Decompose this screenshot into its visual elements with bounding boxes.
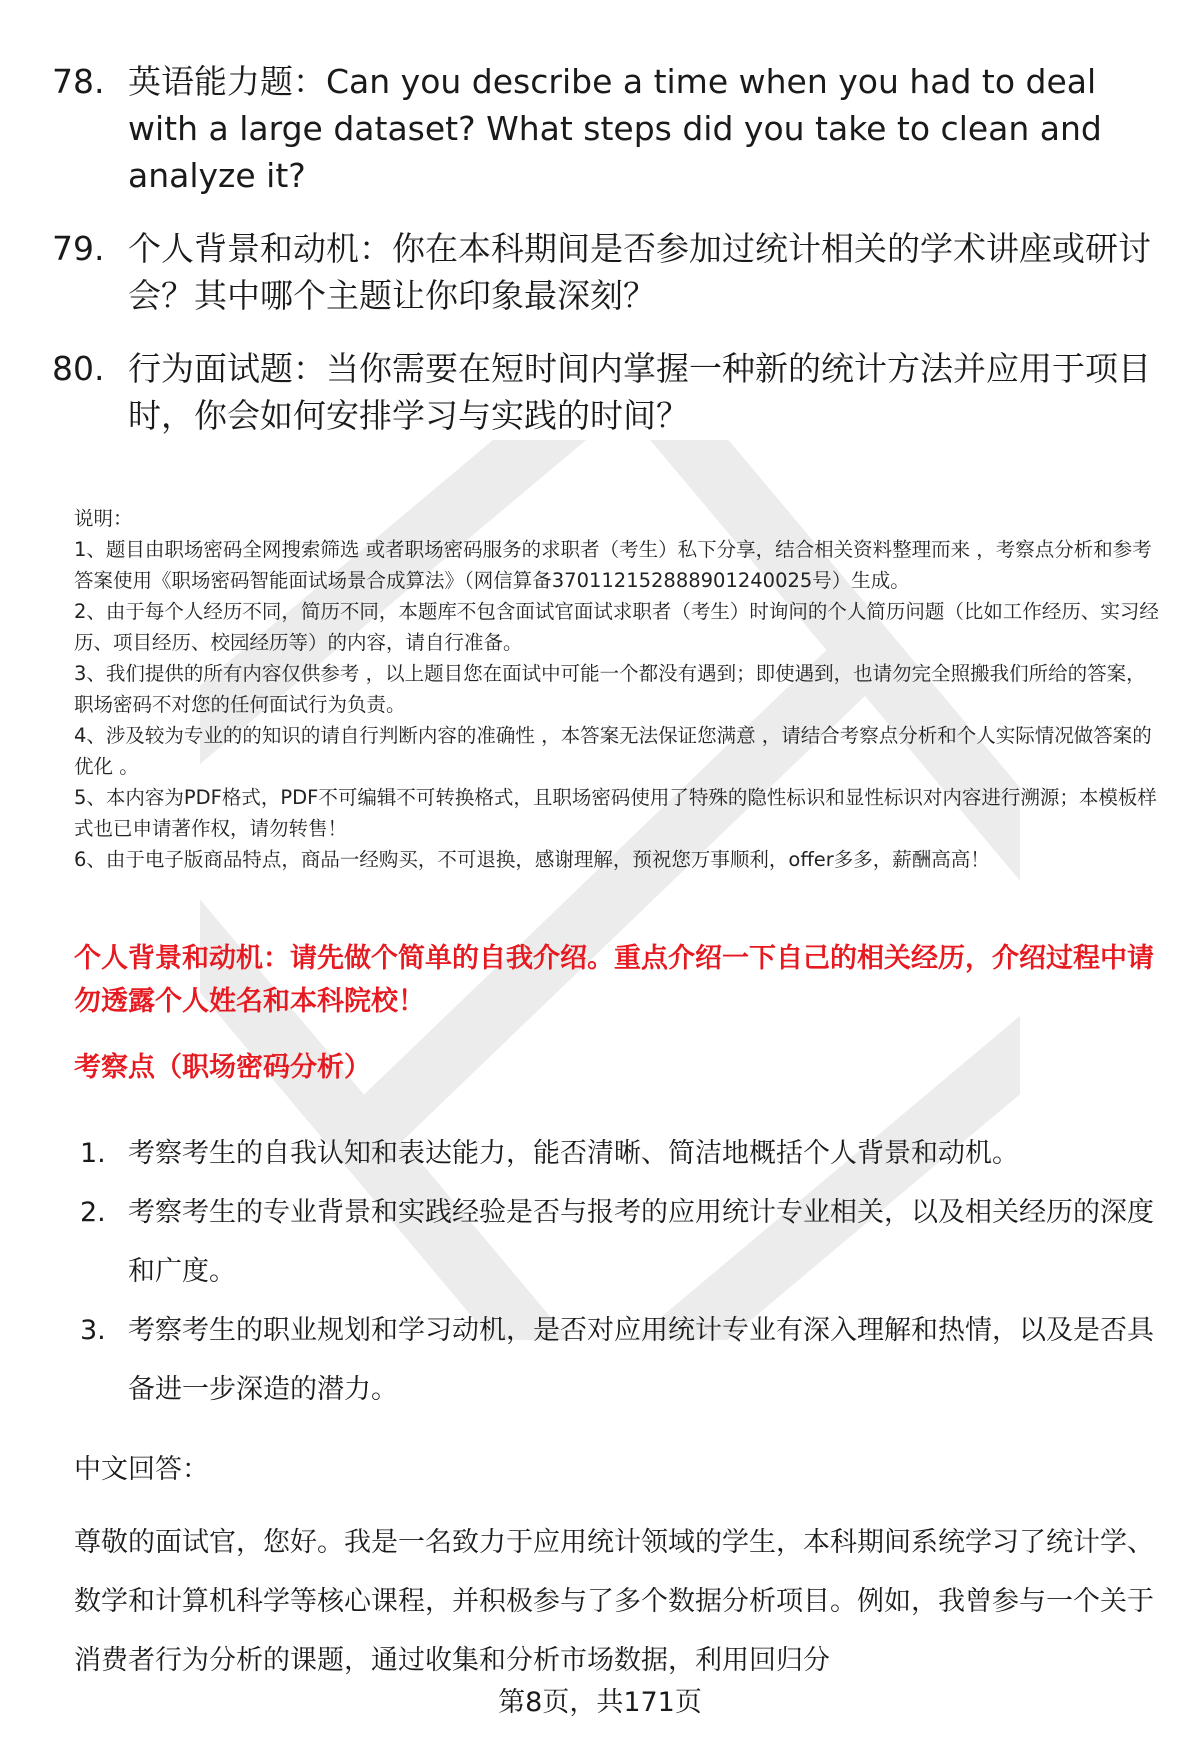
point-number: 2. [80, 1197, 106, 1228]
point-number: 1. [80, 1138, 106, 1169]
current-question-heading: 个人背景和动机：请先做个简单的自我介绍。重点介绍一下自己的相关经历，介绍过程中请勿透露个人姓名和本科院校！ [74, 943, 1154, 1017]
analysis-point [80, 1183, 1160, 1301]
analysis-point [80, 1124, 1160, 1183]
question-item [52, 225, 1152, 319]
question-list [52, 58, 1152, 465]
question-text: 个人背景和动机：你在本科期间是否参加过统计相关的学术讲座或研讨会？其中哪个主题让你印象最深刻？ [128, 229, 1151, 315]
analysis-heading: 考察点（职场密码分析） [74, 1052, 371, 1083]
point-text: 考察考生的职业规划和学习动机，是否对应用统计专业有深入理解和热情，以及是否具备进一步深造的潜力。 [128, 1315, 1154, 1405]
question-number: 80. [52, 349, 105, 388]
notes-title: 说明： [74, 507, 133, 530]
point-text: 考察考生的自我认知和表达能力，能否清晰、简洁地概括个人背景和动机。 [128, 1138, 1019, 1169]
answer-body: 尊敬的面试官，您好。我是一名致力于应用统计领域的学生，本科期间系统学习了统计学、数学和计算机科学等核心课程，并积极参与了多个数据分析项目。例如，我曾参与一个关于消费者行为分析的课题，通过收集和分析市场数据，利用回归分 [74, 1527, 1154, 1676]
question-text: 行为面试题：当你需要在短时间内掌握一种新的统计方法并应用于项目时，你会如何安排学习与实践的时间？ [128, 349, 1151, 435]
point-number: 3. [80, 1315, 106, 1346]
answer-label: 中文回答： [74, 1454, 209, 1485]
note-item: 2、由于每个人经历不同，简历不同，本题库不包含面试官面试求职者（考生）时询问的个人简历问题（比如工作经历、实习经历、项目经历、校园经历等）的内容，请自行准备。 [74, 600, 1159, 654]
note-item: 4、涉及较为专业的的知识的请自行判断内容的准确性 ，本答案无法保证您满意 ，请结合考察点分析和个人实际情况做答案的优化 。 [74, 724, 1152, 778]
question-text: 英语能力题：Can you describe a time when you had to deal with a large dataset? What steps did you take to clean and analyze it? [128, 62, 1102, 195]
point-text: 考察考生的专业背景和实践经验是否与报考的应用统计专业相关，以及相关经历的深度和广度。 [128, 1197, 1154, 1287]
disclaimer-notes [74, 503, 1164, 875]
question-number: 79. [52, 229, 105, 268]
page-footer: 第8页，共171页 [498, 1687, 702, 1718]
question-number: 78. [52, 62, 105, 101]
analysis-points [80, 1124, 1160, 1419]
note-item: 5、本内容为PDF格式，PDF不可编辑不可转换格式，且职场密码使用了特殊的隐性标识和显性标识对内容进行溯源；本模板样式也已申请著作权，请勿转售！ [74, 786, 1157, 840]
question-item [52, 58, 1152, 199]
note-item: 6、由于电子版商品特点，商品一经购买，不可退换，感谢理解，预祝您万事顺利，offer多多，薪酬高高！ [74, 848, 990, 871]
analysis-point [80, 1301, 1160, 1419]
question-item [52, 345, 1152, 439]
note-item: 1、题目由职场密码全网搜索筛选 或者职场密码服务的求职者（考生）私下分享，结合相关资料整理而来 ，考察点分析和参考答案使用《职场密码智能面试场景合成算法》（网信算备370112152888901240025号）生成。 [74, 538, 1152, 592]
note-item: 3、我们提供的所有内容仅供参考 ，以上题目您在面试中可能一个都没有遇到；即使遇到，也请勿完全照搬我们所给的答案，职场密码不对您的任何面试行为负责。 [74, 662, 1146, 716]
